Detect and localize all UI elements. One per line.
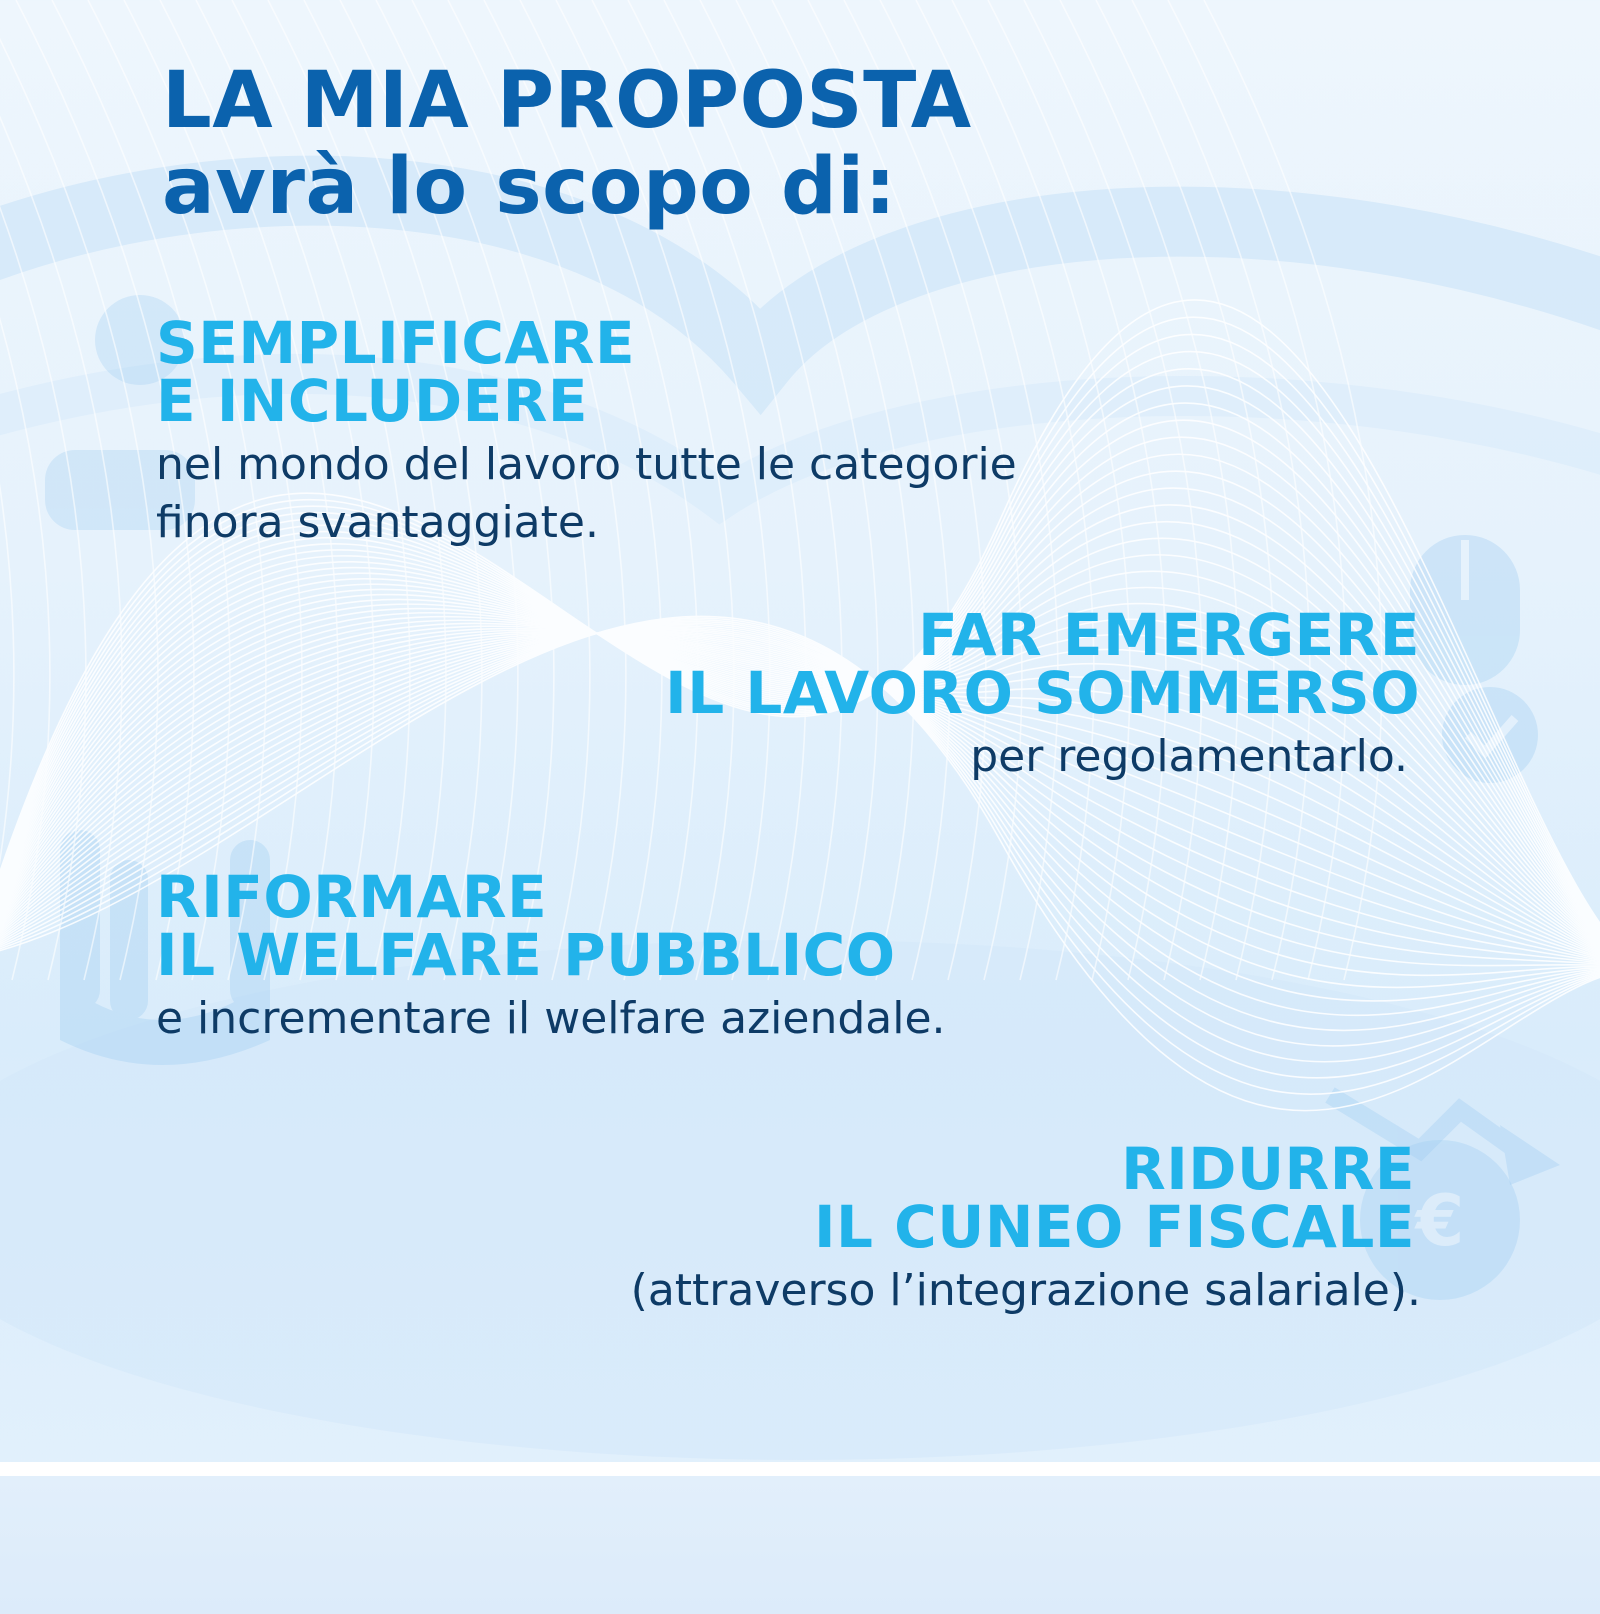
- goal-tax-wedge: [630, 1135, 1421, 1320]
- goal-description-line-1: nel mondo del lavoro tutte le categorie: [156, 439, 1017, 490]
- goal-description-line-2: finora svantaggiate.: [156, 497, 599, 548]
- goal-simplify-include: [156, 309, 1017, 552]
- goal-heading-line-1: FAR EMERGERE: [918, 601, 1420, 669]
- goal-description-line-1: per regolamentarlo.: [970, 731, 1408, 782]
- goal-heading-line-1: RIDURRE: [1121, 1135, 1415, 1203]
- goal-heading-line-2: IL LAVORO SOMMERSO: [665, 659, 1420, 727]
- goal-undeclared-work: [665, 601, 1420, 786]
- svg-text:€: €: [1415, 1180, 1465, 1262]
- goal-heading: [156, 309, 1017, 435]
- goal-heading: [665, 601, 1420, 727]
- goal-welfare-reform: [156, 863, 946, 1048]
- goal-description: [665, 728, 1420, 786]
- goal-heading: [631, 1135, 1415, 1261]
- goal-heading-line-1: SEMPLIFICARE: [156, 309, 636, 377]
- page-title: [162, 58, 972, 230]
- goal-heading-line-2: E INCLUDERE: [156, 367, 589, 435]
- goal-heading-line-1: RIFORMARE: [156, 863, 548, 931]
- footer-band: [0, 1462, 1600, 1614]
- goal-description: [631, 1262, 1421, 1320]
- goal-description-line-1: e incrementare il welfare aziendale.: [156, 993, 946, 1044]
- goal-heading-line-2: IL CUNEO FISCALE: [813, 1193, 1415, 1261]
- goal-description: [156, 990, 946, 1048]
- goal-description: [156, 436, 1017, 552]
- title-line-2: avrà lo scopo di:: [162, 142, 897, 232]
- goal-description-line-1: (attraverso l’integrazione salariale).: [630, 1265, 1421, 1316]
- title-line-1: LA MIA PROPOSTA: [162, 56, 972, 146]
- goal-heading-line-2: IL WELFARE PUBBLICO: [156, 921, 896, 989]
- goal-heading: [156, 863, 946, 989]
